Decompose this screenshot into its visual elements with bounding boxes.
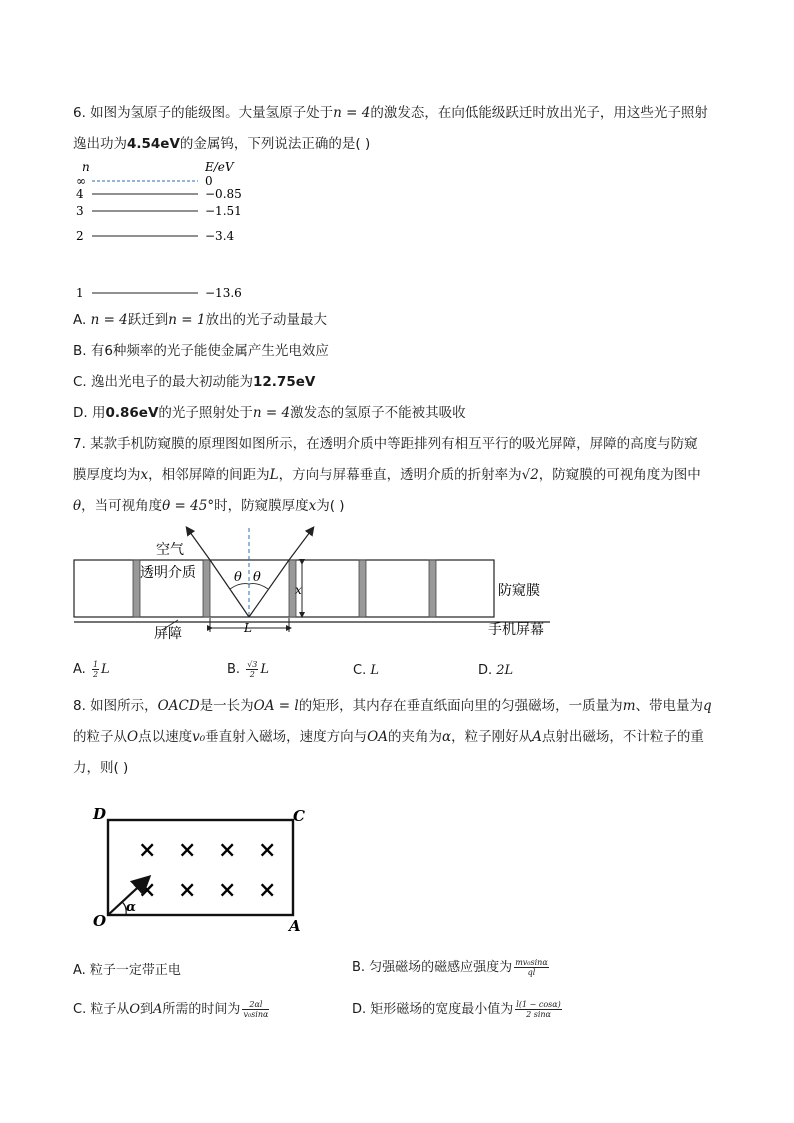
corner-O: O [93, 912, 107, 930]
q7-stem-line3: θ，当可视角度θ = 45°时，防窥膜厚度x为( ) [73, 498, 345, 514]
level-n-label: 1 [76, 286, 84, 300]
field-cross: × [258, 877, 277, 903]
barrier [203, 560, 210, 617]
level-energy-label: 0 [205, 174, 213, 188]
x-label: x [295, 583, 302, 597]
q6-option-a[interactable]: A. n = 4跃迁到n = 1放出的光子动量最大 [73, 312, 327, 328]
privacy-film-diagram [70, 522, 560, 652]
level-n-label: ∞ [76, 174, 86, 188]
level-energy-label: −3.4 [205, 229, 235, 243]
corner-C: C [293, 807, 305, 825]
field-cross: × [258, 837, 277, 863]
q7-option-b[interactable]: B. $\frac{√3}{2}$ L [227, 660, 270, 679]
corner-D: D [93, 805, 107, 823]
energy-level-diagram [70, 158, 270, 306]
q6-option-d[interactable]: D. 用0.86eV的光子照射处于n = 4激发态的氢原子不能被其吸收 [73, 405, 466, 421]
air-label: 空气 [156, 542, 184, 558]
q7-stem-line2: 膜厚度均为x，相邻屏障的间距为L，方向与屏幕垂直，透明介质的折射率为√2，防窥膜的可视角度为图中 [73, 467, 701, 483]
ray-right-inner [249, 560, 289, 617]
q7-option-c[interactable]: C. L [353, 663, 379, 678]
ray-left-outer [187, 528, 210, 560]
screen-label: 手机屏幕 [488, 622, 544, 638]
alpha-label: α [126, 900, 137, 915]
film-label: 防窥膜 [498, 583, 540, 599]
q7-stem-line1: 7. 某款手机防窥膜的原理图如图所示，在透明介质中等距排列有相互平行的吸光屏障，屏障的高度与防窥 [73, 436, 698, 452]
magnetic-field-diagram [88, 800, 318, 938]
barrier [359, 560, 366, 617]
field-cross: × [218, 877, 237, 903]
theta-label-right: θ [253, 570, 261, 585]
q6-option-b[interactable]: B. 有6种频率的光子能使金属产生光电效应 [73, 343, 329, 359]
corner-A: A [289, 917, 301, 935]
field-cross: × [138, 837, 157, 863]
level-energy-label: −0.85 [205, 187, 242, 201]
q6-option-c[interactable]: C. 逸出光电子的最大初动能为12.75eV [73, 374, 316, 390]
q8-option-a[interactable]: A. 粒子一定带正电 [73, 963, 181, 978]
q7-option-d[interactable]: D. 2L [478, 663, 514, 678]
q8-option-c[interactable]: C. 粒子从O到A所需的时间为 $\frac{2\alpha l}{\text{v₀sinα}}$ [73, 1000, 269, 1019]
energy-axis-label: E/eV [205, 160, 234, 174]
field-cross: × [138, 877, 157, 903]
q7-option-a[interactable]: A. $\frac{1}{2}$ L [73, 660, 110, 679]
ray-left-inner [210, 560, 249, 617]
level-n-label: 4 [76, 187, 84, 201]
barrier [133, 560, 140, 617]
q6-stem-line1: 6. 如图为氢原子的能级图。大量氢原子处于n = 4的激发态，在向低能级跃迁时放出光子，用这些光子照射 [73, 105, 708, 121]
barrier-label: 屏障 [154, 626, 182, 642]
level-energy-label: −1.51 [205, 204, 242, 218]
level-n-label: 3 [76, 204, 84, 218]
L-label: L [244, 621, 252, 635]
level-energy-label: −13.6 [205, 286, 242, 300]
q8-stem-line3: 力，则( ) [73, 760, 129, 776]
q6-stem-line2: 逸出功为4.54eV的金属钨，下列说法正确的是( ) [73, 136, 371, 152]
q8-option-b[interactable]: B. 匀强磁场的磁感应强度为 $\frac{\text{mv₀sinα}}{ql}$ [352, 958, 548, 977]
theta-label-left: θ [234, 570, 242, 585]
barrier [429, 560, 436, 617]
q8-stem-line1: 8. 如图所示，OACD是一长为OA = l的矩形，其内存在垂直纸面向里的匀强磁场，一质量为m、带电量为q [73, 698, 712, 714]
medium-label: 透明介质 [140, 565, 196, 581]
level-n-label: 2 [76, 229, 84, 243]
field-cross: × [178, 837, 197, 863]
field-cross: × [218, 837, 237, 863]
ray-right-outer [289, 528, 313, 560]
n-axis-label: n [82, 160, 90, 174]
q8-option-d[interactable]: D. 矩形磁场的宽度最小值为 $\frac{l(1 - \cos\alpha)}{2 \sin\alpha}$ [352, 1000, 561, 1019]
field-cross: × [178, 877, 197, 903]
q8-stem-line2: 的粒子从O点以速度v₀垂直射入磁场，速度方向与OA的夹角为α，粒子刚好从A点射出磁场，不计粒子的重 [73, 729, 704, 745]
